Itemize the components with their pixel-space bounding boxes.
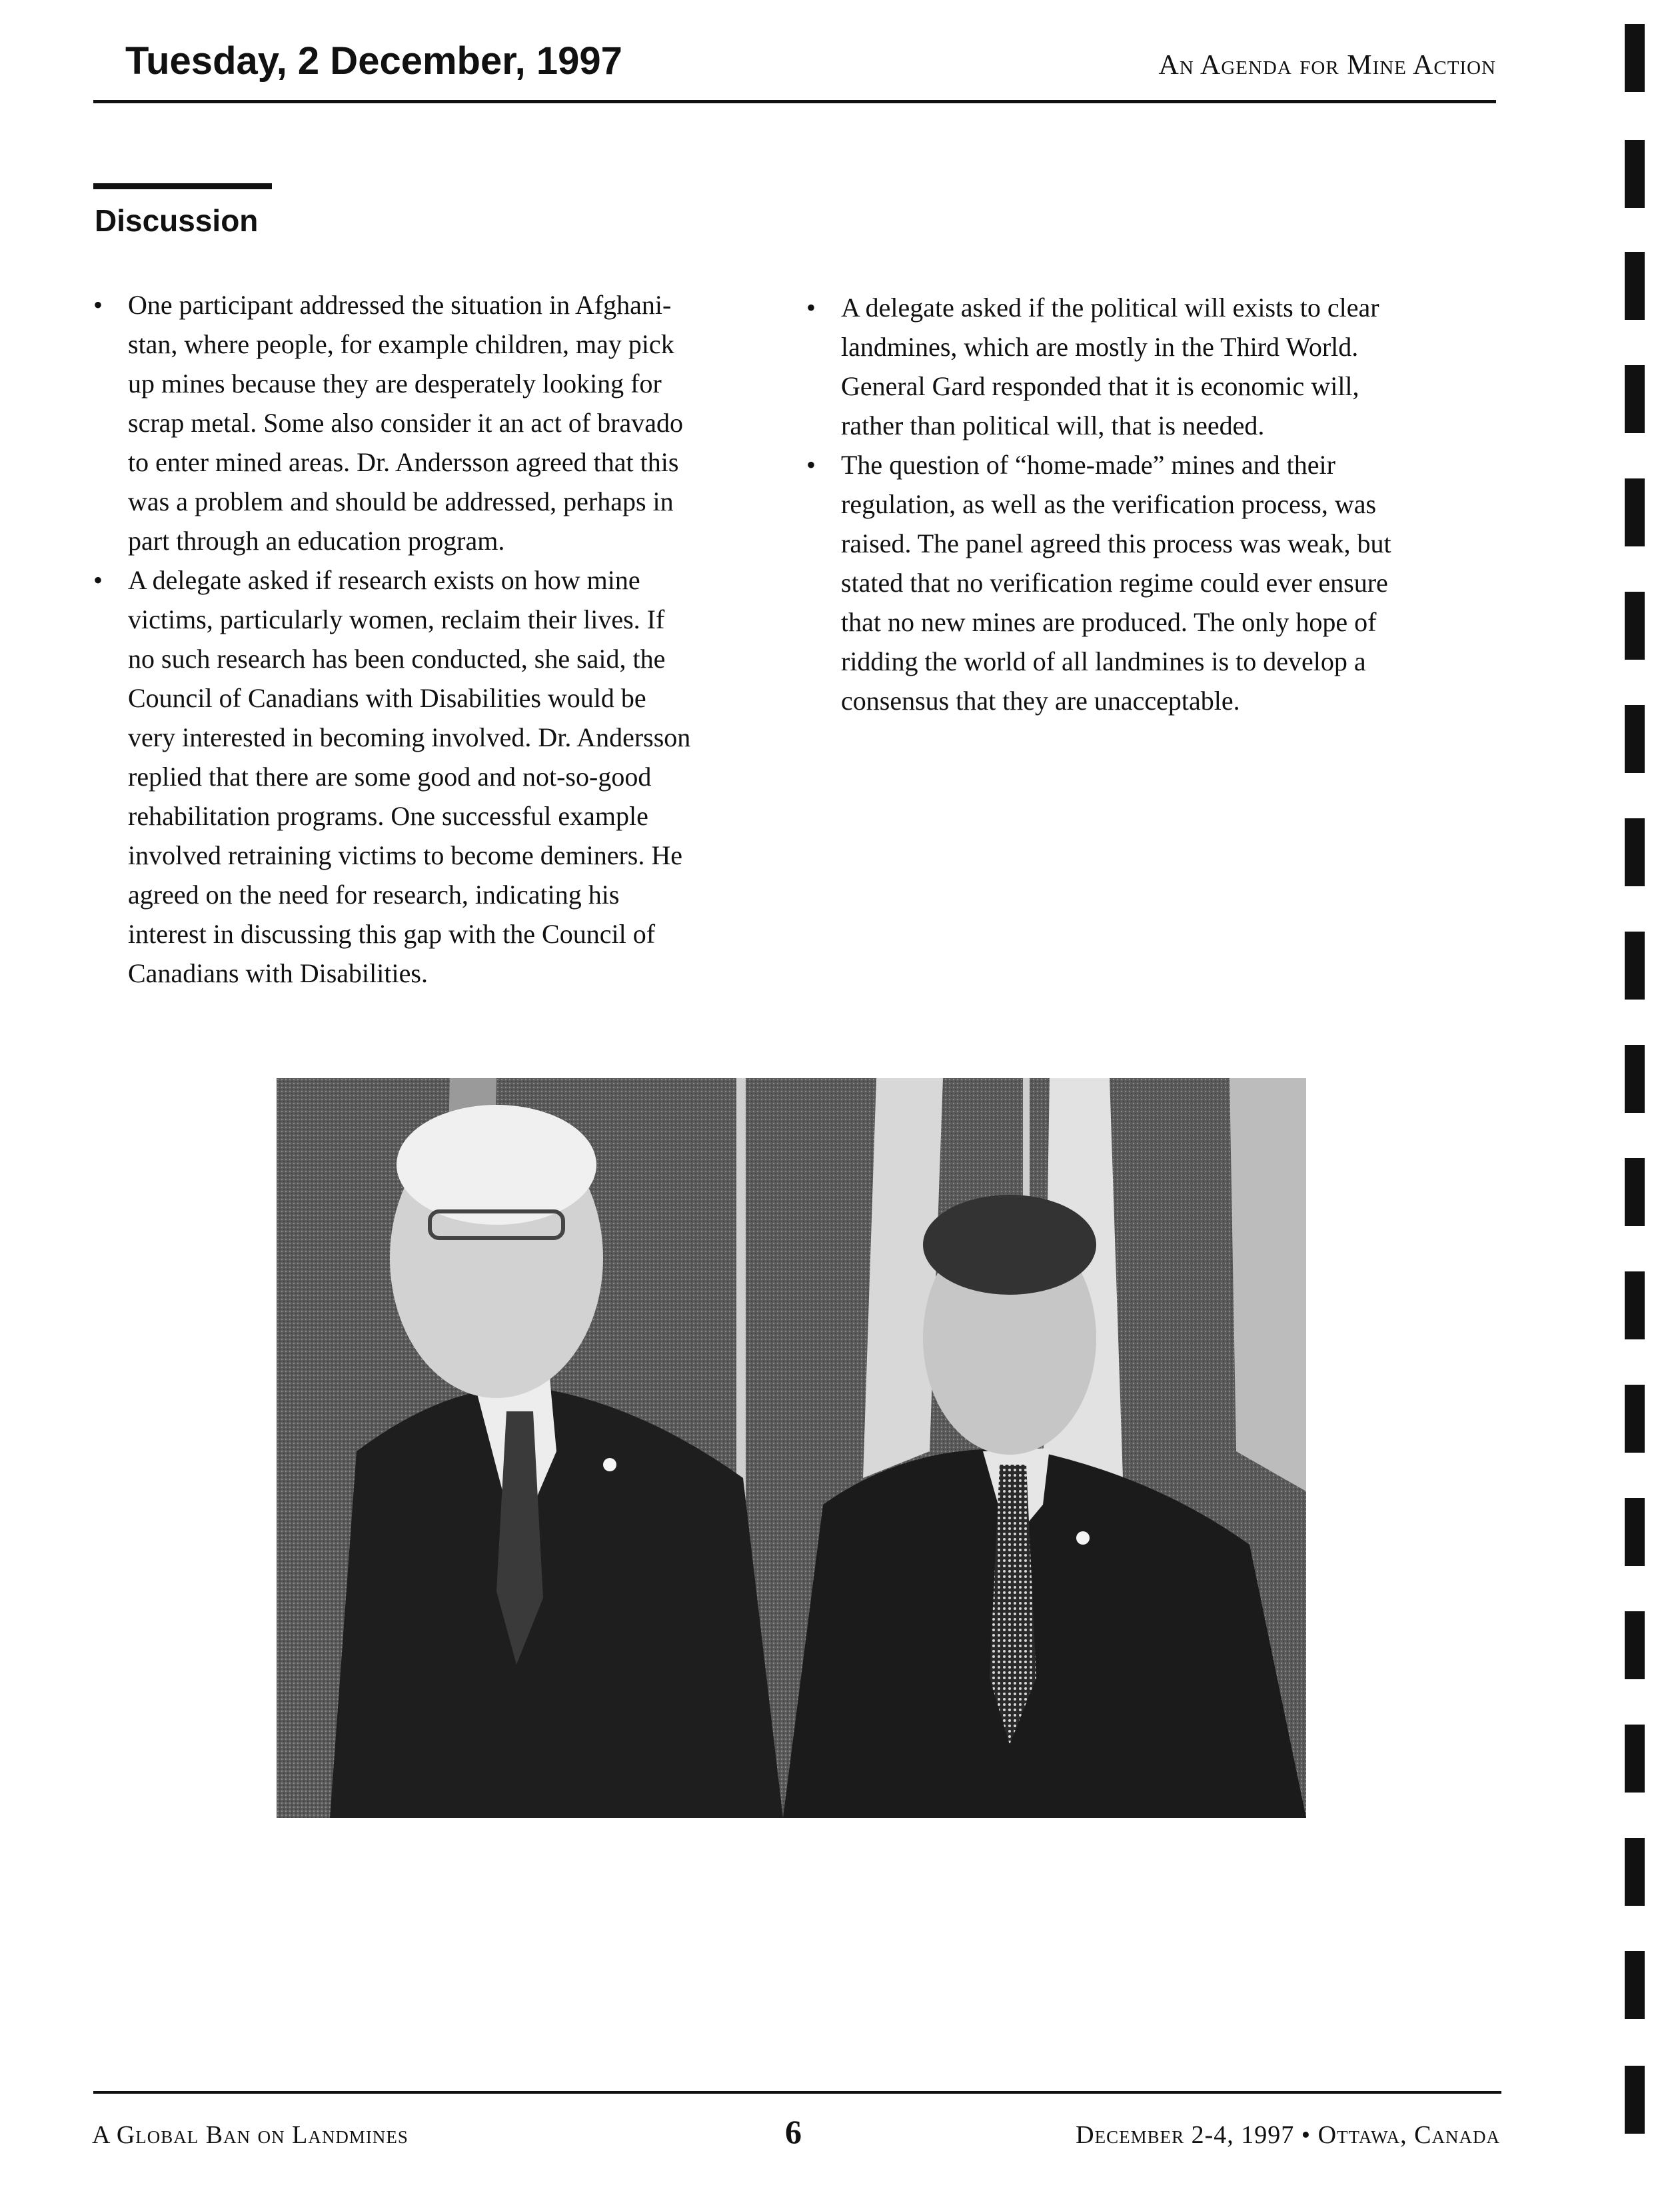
binding-mark: [1625, 365, 1645, 433]
bullet-text: The question of “home-made” mines and their regulation, as well as the verification process, was raised. The panel agreed this process was weak, but stated that no verification regime could ever ensure that no new mines are produced. The only hope of ridding the world of all landmines is to develop a consensus that they are unacceptable.: [841, 450, 1391, 716]
binding-mark: [1625, 24, 1645, 92]
footer-event: December 2-4, 1997 • Ottawa, Canada: [1076, 2121, 1500, 2149]
binding-mark: [1625, 932, 1645, 1000]
left-column: [91, 285, 770, 993]
binding-mark: [1625, 1498, 1645, 1566]
binding-mark: [1625, 1045, 1645, 1113]
bullet-text: One participant addressed the situation in Afghani- stan, where people, for example children, may pick up mines because they are desperately looking for scrap metal. Some also consider it an act of bravado to enter mined areas. Dr. Andersson agreed that this was a problem and should be addressed, perhaps in part through an education program.: [128, 290, 684, 556]
photo: [277, 1078, 1306, 1818]
binding-mark: [1625, 1158, 1645, 1226]
bullet-symbol: •: [93, 290, 103, 320]
lapel-pin: [1076, 1531, 1090, 1545]
footer-rule: [93, 2091, 1501, 2094]
right-column: [804, 288, 1501, 720]
bullet-item: [804, 445, 1501, 720]
header-title: An Agenda for Mine Action: [1158, 50, 1496, 81]
section-heading-rule: [93, 183, 272, 189]
flag: [1230, 1078, 1306, 1491]
footer-publication: A Global Ban on Landmines: [92, 2121, 409, 2149]
binding-mark: [1625, 1838, 1645, 1906]
page-number: 6: [785, 2113, 802, 2150]
binding-mark: [1625, 592, 1645, 660]
bullet-item: [804, 288, 1501, 445]
header-date: Tuesday, 2 December, 1997: [125, 39, 622, 83]
bullet-item: [91, 285, 770, 560]
right-person-hair: [923, 1195, 1096, 1295]
binding-mark: [1625, 1271, 1645, 1339]
binding-mark: [1625, 705, 1645, 773]
binding-mark: [1625, 140, 1645, 208]
binding-mark: [1625, 252, 1645, 320]
bullet-symbol: •: [93, 565, 103, 595]
section-heading: Discussion: [95, 203, 259, 238]
bullet-symbol: •: [806, 450, 816, 480]
binding-mark: [1625, 818, 1645, 886]
binding-mark: [1625, 1725, 1645, 1793]
lapel-pin: [603, 1458, 616, 1471]
bullet-item: [91, 560, 770, 993]
binding-mark: [1625, 478, 1645, 546]
binding-mark: [1625, 2066, 1645, 2134]
header-rule: [93, 100, 1496, 103]
bullet-text: A delegate asked if the political will exists to clear landmines, which are mostly in the Third World. General Gard responded that it is economic will, rather than political will, that is needed.: [841, 293, 1379, 440]
binding-mark: [1625, 1385, 1645, 1453]
bullet-text: A delegate asked if research exists on how mine victims, particularly women, reclaim their lives. If no such research has been conducted, she said, the Council of Canadians with Disabilities would be very interested in becoming involved. Dr. Andersson replied that there are some good and not-so-good rehabilitation programs. One successful example involved retraining victims to become deminers. He agreed on the need for research, indicating his interest in discussing this gap with the Council of Canadians with Disabilities.: [128, 565, 691, 988]
bullet-symbol: •: [806, 293, 816, 323]
binding-mark: [1625, 1951, 1645, 2019]
binding-mark: [1625, 1611, 1645, 1679]
left-person-hair: [397, 1105, 596, 1225]
